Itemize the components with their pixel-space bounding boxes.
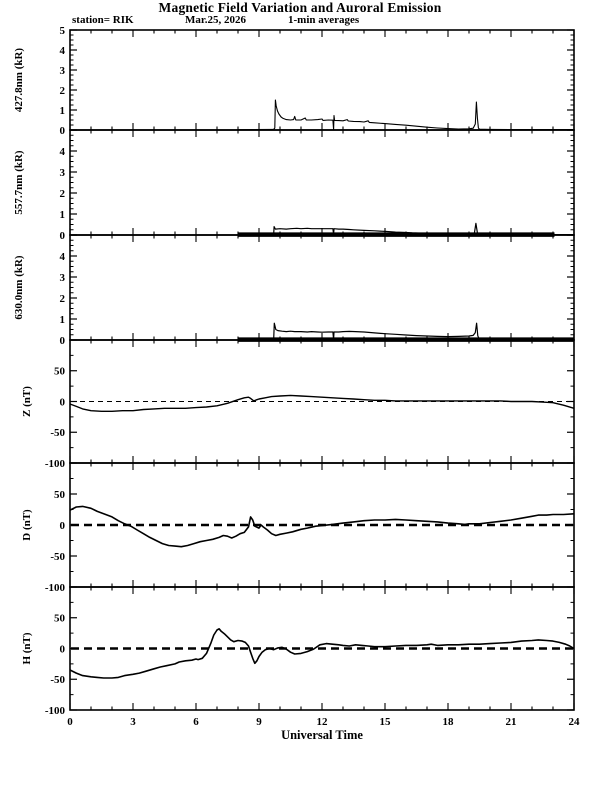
- y-axis-title-D: D (nT): [21, 509, 33, 541]
- y-tick-label: 4: [59, 44, 65, 57]
- y-axis-title-557nm: 557.7nm (kR): [13, 150, 25, 215]
- y-tick-label: -50: [50, 550, 65, 563]
- x-tick-label: 0: [67, 716, 73, 728]
- y-axis-title-427nm: 427.8nm (kR): [13, 47, 25, 113]
- station-label: station= RIK: [72, 14, 134, 26]
- y-tick-label: 2: [59, 187, 65, 200]
- y-tick-label: 0: [59, 124, 65, 137]
- y-tick-label: 1: [59, 208, 65, 221]
- trace-427nm-signal: [274, 100, 574, 130]
- x-tick-label: 15: [379, 716, 391, 728]
- trace-630nm-signal: [274, 323, 479, 339]
- y-tick-label: -100: [44, 457, 65, 470]
- panel-630nm: [13, 235, 574, 347]
- y-tick-label: 1: [59, 104, 65, 117]
- y-tick-label: 3: [59, 166, 65, 179]
- panel-Z: [21, 340, 574, 470]
- panel-H: [21, 587, 580, 742]
- x-tick-label: 12: [316, 716, 328, 728]
- averaging-label: 1-min averages: [288, 14, 360, 26]
- y-tick-label: 50: [54, 612, 65, 625]
- chart-title: Magnetic Field Variation and Auroral Emission: [158, 0, 442, 15]
- panel-427nm: [13, 25, 574, 137]
- x-tick-label: 24: [568, 716, 580, 728]
- y-tick-label: 2: [59, 292, 65, 305]
- panel-557nm: [13, 130, 574, 242]
- trace-H-H: [70, 629, 574, 678]
- x-axis-title: Universal Time: [281, 728, 363, 742]
- y-axis-title-630nm: 630.0nm (kR): [13, 255, 25, 320]
- y-tick-label: 0: [59, 334, 65, 347]
- y-tick-label: 3: [59, 64, 65, 77]
- trace-D-D: [70, 506, 574, 546]
- y-tick-label: 4: [59, 250, 65, 263]
- y-tick-label: 0: [59, 229, 65, 242]
- y-tick-label: 2: [59, 84, 65, 97]
- y-tick-label: -50: [50, 427, 65, 440]
- y-axis-title-Z: Z (nT): [21, 386, 33, 417]
- x-tick-label: 3: [130, 716, 136, 728]
- y-tick-label: 50: [54, 365, 65, 378]
- y-tick-label: -100: [44, 581, 65, 594]
- x-tick-label: 18: [442, 716, 454, 728]
- panel-D: [21, 463, 574, 594]
- date-label: Mar.25, 2026: [185, 14, 247, 26]
- x-tick-label: 6: [193, 716, 199, 728]
- y-tick-label: 0: [59, 519, 65, 532]
- y-tick-label: 0: [59, 396, 65, 409]
- x-tick-label: 9: [256, 716, 262, 728]
- y-tick-label: -100: [44, 704, 65, 717]
- x-tick-label: 21: [505, 716, 517, 728]
- y-axis-title-H: H (nT): [21, 632, 33, 665]
- panel-border-427nm: [70, 30, 574, 130]
- y-tick-label: 4: [59, 145, 65, 158]
- panel-border-630nm: [70, 235, 574, 340]
- trace-Z-Z: [70, 395, 574, 411]
- y-tick-label: -50: [50, 674, 65, 687]
- y-tick-label: 50: [54, 488, 65, 501]
- panel-border-557nm: [70, 130, 574, 235]
- y-tick-label: 0: [59, 643, 65, 656]
- y-tick-label: 3: [59, 271, 65, 284]
- y-tick-label: 5: [59, 24, 65, 37]
- y-tick-label: 1: [59, 313, 65, 326]
